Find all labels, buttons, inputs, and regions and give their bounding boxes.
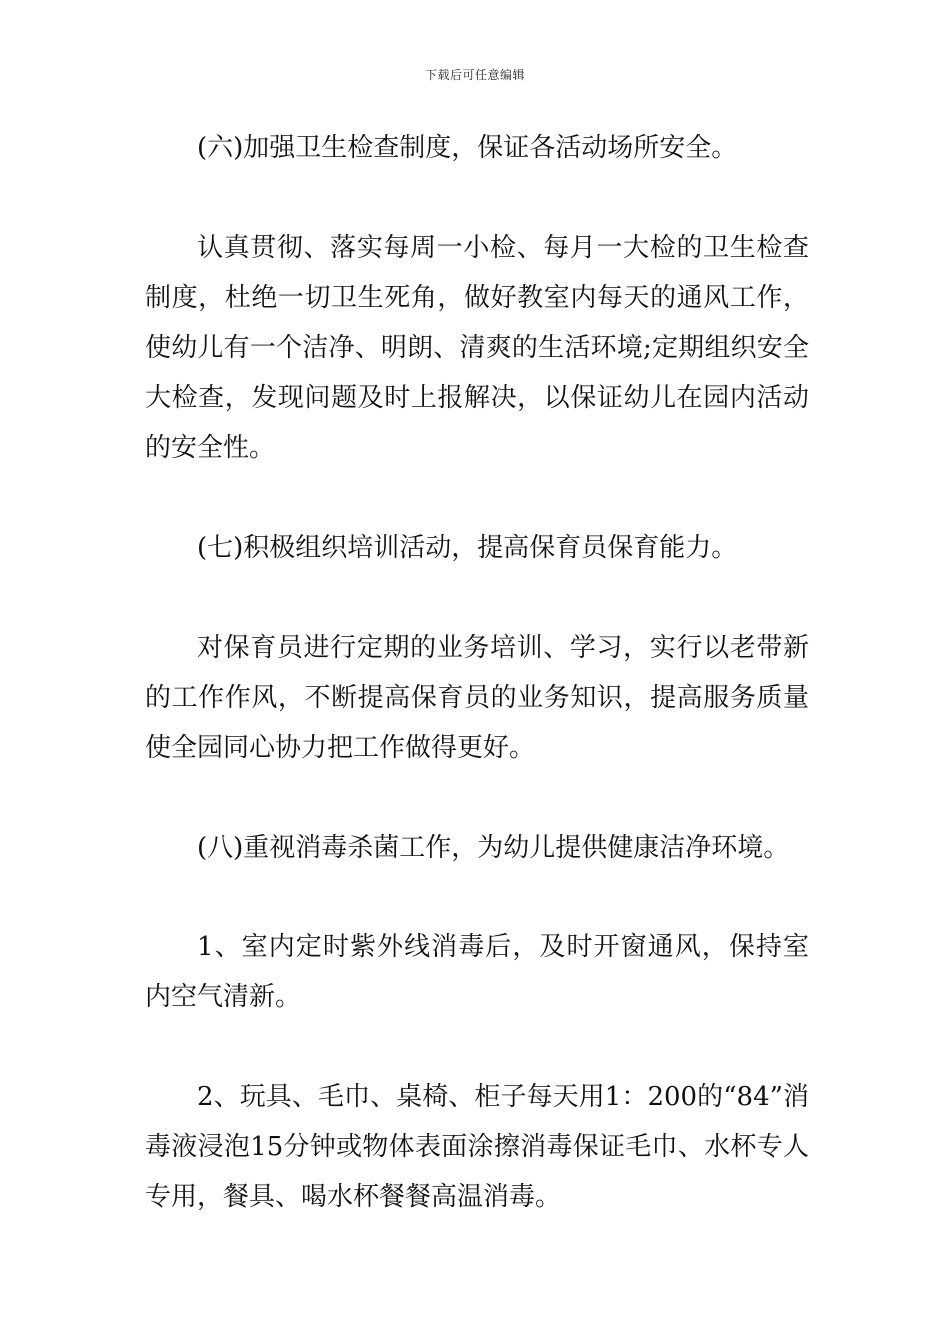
- list-item-2: 2、玩具、毛巾、桌椅、柜子每天用1：200的“84”消毒液浸泡15分钟或物体表面涂擦消毒保证毛巾、水杯专人专用，餐具、喝水杯餐餐高温消毒。: [145, 1082, 809, 1212]
- page-header-note: 下载后可任意编辑: [424, 68, 525, 82]
- section-heading-8: (八)重视消毒杀菌工作，为幼儿提供健康洁净环境。: [197, 833, 790, 863]
- section-heading-6: (六)加强卫生检查制度，保证各活动场所安全。: [197, 133, 738, 163]
- body-paragraph: 认真贯彻、落实每周一小检、每月一大检的卫生检查制度，杜绝一切卫生死角，做好教室内每天的通风工作，使幼儿有一个洁净、明朗、清爽的生活环境;定期组织安全大检查，发现问题及时上报解决，以保证幼儿在园内活动的安全性。: [145, 233, 809, 463]
- body-paragraph: 对保育员进行定期的业务培训、学习，实行以老带新的工作作风，不断提高保育员的业务知识，提高服务质量使全园同心协力把工作做得更好。: [145, 633, 809, 763]
- section-heading-7: (七)积极组织培训活动，提高保育员保育能力。: [197, 533, 738, 563]
- list-item-1: 1、室内定时紫外线消毒后，及时开窗通风，保持室内空气清新。: [145, 932, 809, 1012]
